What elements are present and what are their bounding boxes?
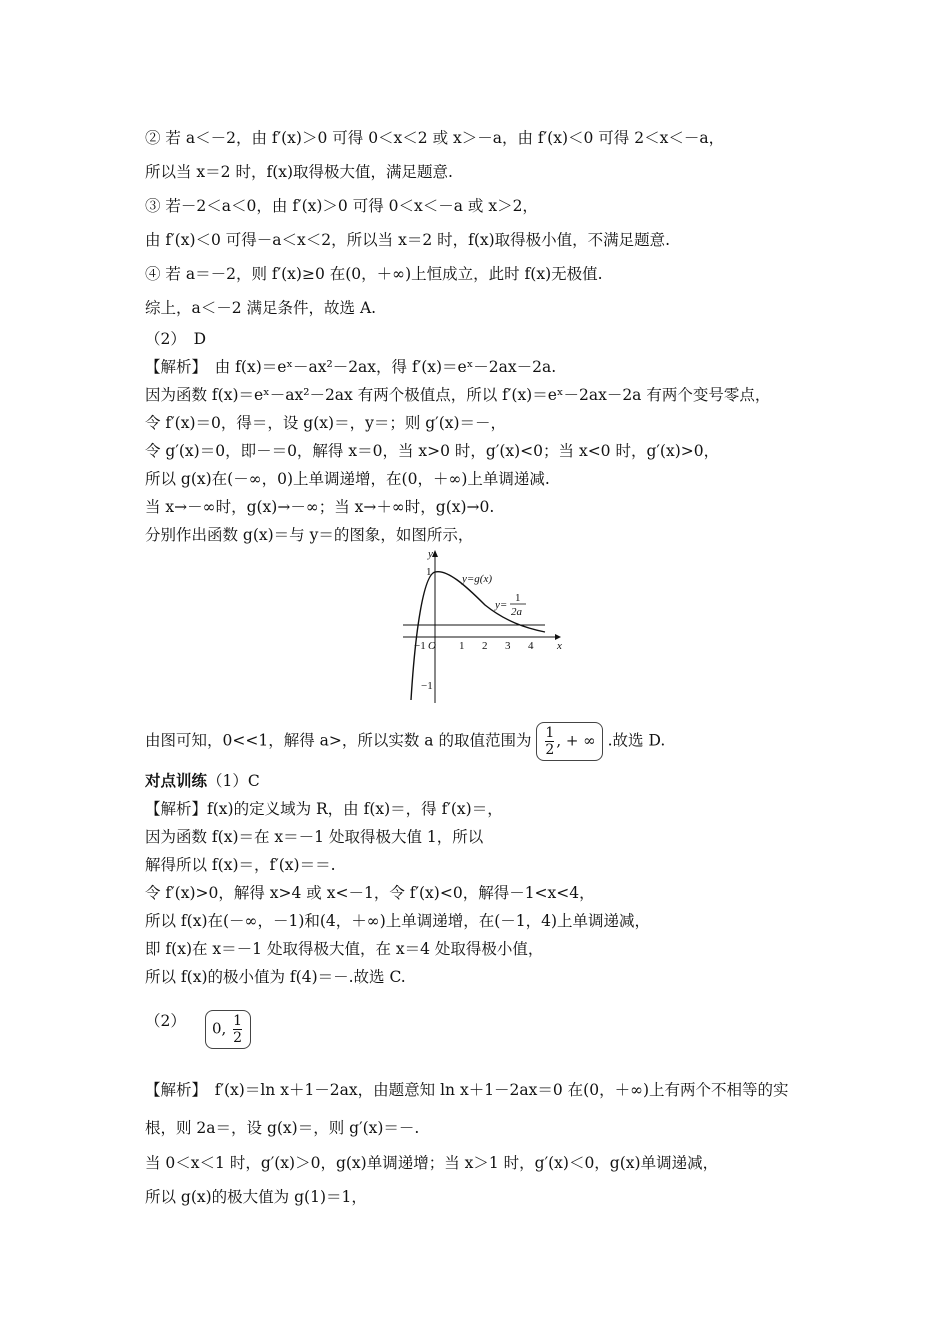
function-graph — [395, 545, 565, 705]
text-line: 【解析】 由 f(x)＝eˣ－ax²－2ax，得 f′(x)＝eˣ－2ax－2a. — [145, 358, 557, 376]
part2-interval — [205, 1010, 251, 1049]
y-tick: 1 — [426, 566, 432, 578]
text-line: 分别作出函数 g(x)＝与 y＝的图象，如图所示， — [145, 526, 474, 544]
text-line: 根，则 2a＝，设 g(x)＝，则 g′(x)＝－. — [145, 1119, 420, 1137]
text-line: 因为函数 f(x)＝eˣ－ax²－2ax 有两个极值点，所以 f′(x)＝eˣ－2ax－2a 有两个变号零点， — [145, 386, 771, 404]
graph-svg — [395, 545, 565, 705]
interval — [205, 1010, 251, 1049]
text-line: 所以 f(x)在(－∞，－1)和(4，＋∞)上单调递增，在(－1，4)上单调递减， — [145, 912, 651, 930]
text-line: 令 f′(x)＝0，得＝，设 g(x)＝，y＝；则 g′(x)＝－， — [145, 414, 507, 432]
text-line: 当 0＜x＜1 时，g′(x)＞0，g(x)单调递增；当 x＞1 时，g′(x)＜0，g(x)单调递减， — [145, 1154, 719, 1172]
text-line: 解得所以 f(x)＝，f′(x)＝＝. — [145, 856, 336, 874]
numerator: 1 — [233, 1013, 243, 1029]
text-line: 令 f′(x)>0，解得 x>4 或 x<－1，令 f′(x)<0，解得－1<x<4， — [145, 884, 595, 902]
text-line: 所以 g(x)在(－∞，0)上单调递增，在(0，＋∞)上单调递减. — [145, 470, 550, 488]
x-tick: 3 — [505, 640, 511, 652]
line-label-den: 2a — [511, 606, 522, 618]
text-line: 令 g′(x)＝0，即－＝0，解得 x＝0，当 x>0 时，g′(x)<0；当 x<0 时，g′(x)>0， — [145, 442, 720, 460]
x-tick: 1 — [459, 640, 465, 652]
origin-label: O — [428, 640, 436, 652]
text-line: 所以 f(x)的极小值为 f(4)＝－.故选 C. — [145, 968, 406, 986]
line-label-prefix: y= — [495, 599, 508, 611]
x-tick: 4 — [528, 640, 534, 652]
curve-label: y=g(x) — [462, 573, 493, 585]
interval-left: 0, — [212, 1019, 227, 1038]
conclusion-line — [145, 722, 665, 761]
text-line: 因为函数 f(x)＝在 x＝－1 处取得极大值 1，所以 — [145, 828, 484, 846]
text-line: 综上，a＜－2 满足条件，故选 A. — [145, 299, 377, 317]
text-line: 【解析】 f′(x)＝ln x＋1－2ax，由题意知 ln x＋1－2ax＝0 在(0，＋∞)上有两个不相等的实 — [145, 1081, 789, 1099]
conclusion-tail: .故选 D. — [607, 731, 666, 750]
line-label-num: 1 — [515, 592, 521, 604]
text-line: 【解析】f(x)的定义域为 R，由 f(x)＝，得 f′(x)＝， — [145, 800, 503, 818]
conclusion-text: 由图可知，0<<1，解得 a>，所以实数 a 的取值范围为 — [145, 731, 532, 750]
text-line: 当 x→－∞时，g(x)→－∞；当 x→＋∞时，g(x)→0. — [145, 498, 495, 516]
interval — [536, 722, 602, 761]
text-line: ② 若 a＜－2，由 f′(x)＞0 可得 0＜x＜2 或 x＞－a，由 f′(x)＜0 可得 2＜x＜－a， — [145, 129, 725, 147]
y-tick: −1 — [421, 680, 433, 692]
fraction — [545, 725, 554, 758]
text-line: 所以当 x＝2 时，f(x)取得极大值，满足题意. — [145, 163, 453, 181]
text-line: 由 f′(x)＜0 可得－a＜x＜2，所以当 x＝2 时，f(x)取得极小值，不满足题意. — [145, 231, 671, 249]
y-axis-arrow — [432, 550, 438, 557]
denominator: 2 — [545, 742, 555, 758]
heading-label: 对点训练 — [145, 772, 208, 790]
numerator: 1 — [545, 725, 555, 741]
fraction — [233, 1013, 242, 1046]
denominator: 2 — [233, 1030, 243, 1046]
text-line: 所以 g(x)的极大值为 g(1)＝1， — [145, 1188, 367, 1206]
x-tick: −1 — [414, 640, 426, 652]
y-axis-label: y — [428, 548, 433, 560]
text-line: ③ 若－2＜a＜0，由 f′(x)＞0 可得 0＜x＜－a 或 x＞2， — [145, 197, 538, 215]
interval-rest: , + ∞ — [556, 731, 596, 750]
training-answer: （1）C — [207, 772, 260, 790]
answer-label: （2） D — [145, 330, 207, 348]
x-axis-label: x — [557, 640, 562, 652]
training-heading — [145, 771, 260, 791]
part2-label: （2） — [145, 1012, 186, 1030]
text-line: ④ 若 a＝－2，则 f′(x)≥0 在(0，＋∞)上恒成立，此时 f(x)无极值. — [145, 265, 603, 283]
text-line: 即 f(x)在 x＝－1 处取得极大值，在 x＝4 处取得极小值， — [145, 940, 544, 958]
x-tick: 2 — [482, 640, 488, 652]
